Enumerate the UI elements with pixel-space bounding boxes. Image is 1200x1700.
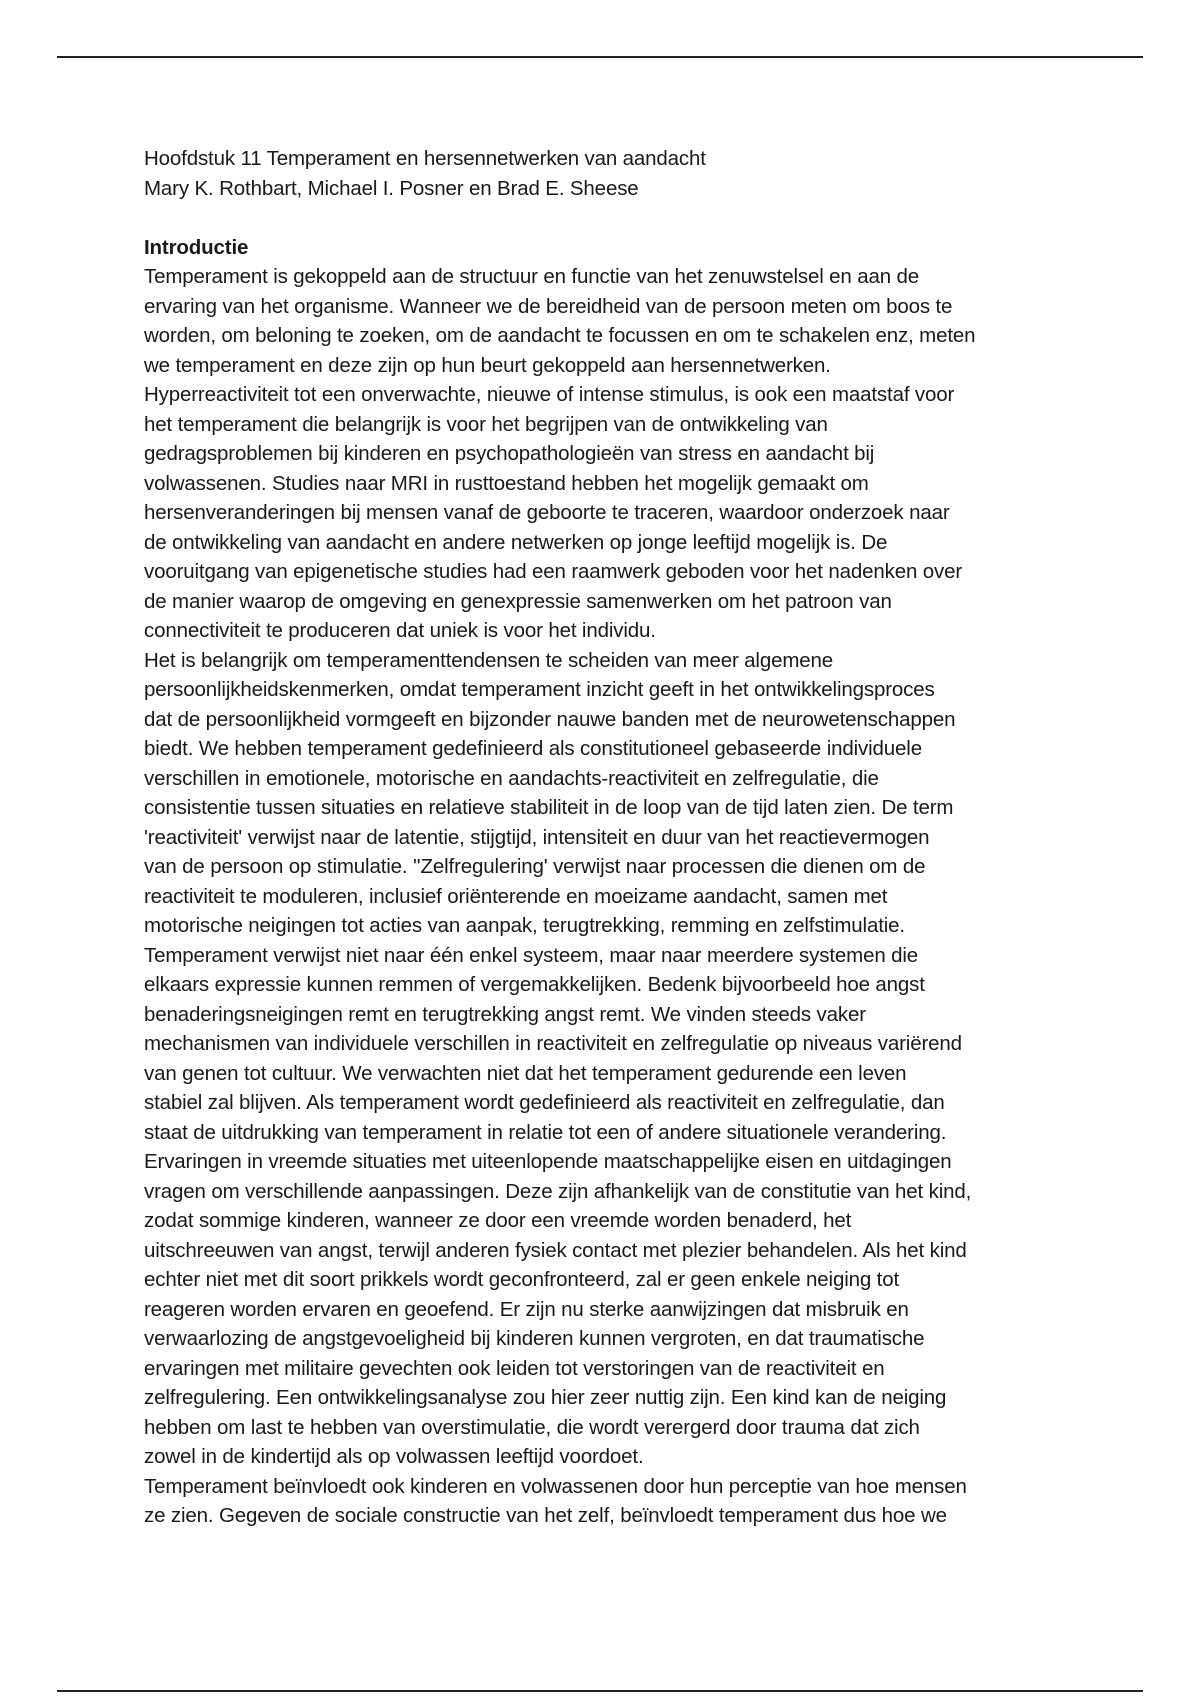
text-line: de ontwikkeling van aandacht en andere netwerken op jonge leeftijd mogelijk is. De: [144, 530, 888, 554]
text-line: Hyperreactiviteit tot een onverwachte, nieuwe of intense stimulus, is ook een maatstaf voor: [144, 383, 955, 406]
text-line: mechanismen van individuele verschillen in reactiviteit en zelfregulatie op niveaus variërend: [144, 1032, 962, 1055]
text-line: volwassenen. Studies naar MRI in rusttoestand hebben het mogelijk gemaakt om: [144, 471, 869, 495]
text-line: verwaarlozing de angstgevoeligheid bij kinderen kunnen vergroten, en dat traumatische: [144, 1327, 925, 1350]
text-line: ervaring van het organisme. Wanneer we de bereidheid van de persoon meten om boos te: [144, 294, 953, 318]
header-rule: [57, 56, 1143, 58]
footer-rule: [57, 1690, 1143, 1692]
text-line: zodat sommige kinderen, wanneer ze door een vreemde worden benaderd, het: [144, 1209, 852, 1232]
blank-line: [144, 203, 1064, 233]
text-line: connectiviteit te produceren dat uniek is voor het individu.: [144, 619, 656, 642]
text-line: dat de persoonlijkheid vormgeeft en bijzonder nauwe banden met de neurowetenschappen: [144, 707, 956, 731]
text-line: gedragsproblemen bij kinderen en psychopathologieën van stress en aandacht bij: [144, 442, 875, 465]
body-text: [144, 262, 1064, 1531]
chapter-title: Hoofdstuk 11 Temperament en hersennetwerken van aandacht: [144, 147, 706, 170]
text-line: van genen tot cultuur. We verwachten niet dat het temperament gedurende een leven: [144, 1061, 907, 1085]
text-line: elkaars expressie kunnen remmen of vergemakkelijken. Bedenk bijvoorbeeld hoe angst: [144, 973, 925, 996]
text-line: Het is belangrijk om temperamenttendensen te scheiden van meer algemene: [144, 648, 834, 672]
text-line: zowel in de kindertijd als op volwassen leeftijd voordoet.: [144, 1445, 644, 1468]
text-line: staat de uitdrukking van temperament in relatie tot een of andere situationele verandering.: [144, 1120, 947, 1144]
text-line: vragen om verschillende aanpassingen. Deze zijn afhankelijk van de constitutie van het kind,: [144, 1179, 972, 1203]
text-line: zelfregulering. Een ontwikkelingsanalyse zou hier zeer nuttig zijn. Een kind kan de neiging: [144, 1386, 947, 1409]
text-line: biedt. We hebben temperament gedefinieerd als constitutioneel gebaseerde individuele: [144, 737, 922, 760]
text-line: motorische neigingen tot acties van aanpak, terugtrekking, remming en zelfstimulatie.: [144, 914, 905, 937]
authors: Mary K. Rothbart, Michael I. Posner en Brad E. Sheese: [144, 176, 639, 200]
text-line: vooruitgang van epigenetische studies had een raamwerk geboden voor het nadenken over: [144, 560, 963, 583]
text-line: worden, om beloning te zoeken, om de aandacht te focussen en om te schakelen enz, meten: [144, 324, 976, 347]
text-line: hersenveranderingen bij mensen vanaf de geboorte te traceren, waardoor onderzoek naar: [144, 501, 950, 524]
section-heading: Introductie: [144, 235, 249, 259]
text-line: van de persoon op stimulatie. ''Zelfregulering' verwijst naar processen die dienen om de: [144, 855, 926, 878]
text-line: we temperament en deze zijn op hun beurt gekoppeld aan hersennetwerken.: [144, 353, 831, 377]
text-line: 'reactiviteit' verwijst naar de latentie, stijgtijd, intensiteit en duur van het reactievermogen: [144, 825, 930, 849]
text-line: uitschreeuwen van angst, terwijl anderen fysiek contact met plezier behandelen. Als het kind: [144, 1238, 967, 1262]
text-line: Temperament beïnvloedt ook kinderen en volwassenen door hun perceptie van hoe mensen: [144, 1474, 967, 1498]
text-line: verschillen in emotionele, motorische en aandachts-reactiviteit en zelfregulatie, die: [144, 766, 879, 790]
text-line: persoonlijkheidskenmerken, omdat temperament inzicht geeft in het ontwikkelingsproces: [144, 678, 935, 701]
text-line: echter niet met dit soort prikkels wordt geconfronteerd, zal er geen enkele neiging tot: [144, 1268, 899, 1291]
text-line: stabiel zal blijven. Als temperament wordt gedefinieerd als reactiviteit en zelfregulatie, dan: [144, 1091, 945, 1114]
text-line: ze zien. Gegeven de sociale constructie van het zelf, beïnvloedt temperament dus hoe we: [144, 1504, 947, 1527]
text-line: benaderingsneigingen remt en terugtrekking angst remt. We vinden steeds vaker: [144, 1002, 866, 1026]
text-line: ervaringen met militaire gevechten ook leiden tot verstoringen van de reactiviteit en: [144, 1356, 885, 1380]
text-line: Temperament is gekoppeld aan de structuur en functie van het zenuwstelsel en aan de: [144, 265, 920, 288]
text-line: Temperament verwijst niet naar één enkel systeem, maar naar meerdere systemen die: [144, 943, 919, 967]
text-line: het temperament die belangrijk is voor het begrijpen van de ontwikkeling van: [144, 412, 828, 436]
text-line: reactiviteit te moduleren, inclusief oriënterende en moeizame aandacht, samen met: [144, 884, 888, 908]
text-line: reageren worden ervaren en geoefend. Er zijn nu sterke aanwijzingen dat misbruik en: [144, 1297, 909, 1321]
text-line: Ervaringen in vreemde situaties met uiteenlopende maatschappelijke eisen en uitdagingen: [144, 1150, 952, 1173]
text-line: hebben om last te hebben van overstimulatie, die wordt verergerd door trauma dat zich: [144, 1415, 920, 1439]
text-line: consistentie tussen situaties en relatieve stabiliteit in de loop van de tijd laten zien. De term: [144, 796, 954, 819]
document-body: [144, 144, 1064, 1531]
text-line: de manier waarop de omgeving en genexpressie samenwerken om het patroon van: [144, 589, 892, 613]
